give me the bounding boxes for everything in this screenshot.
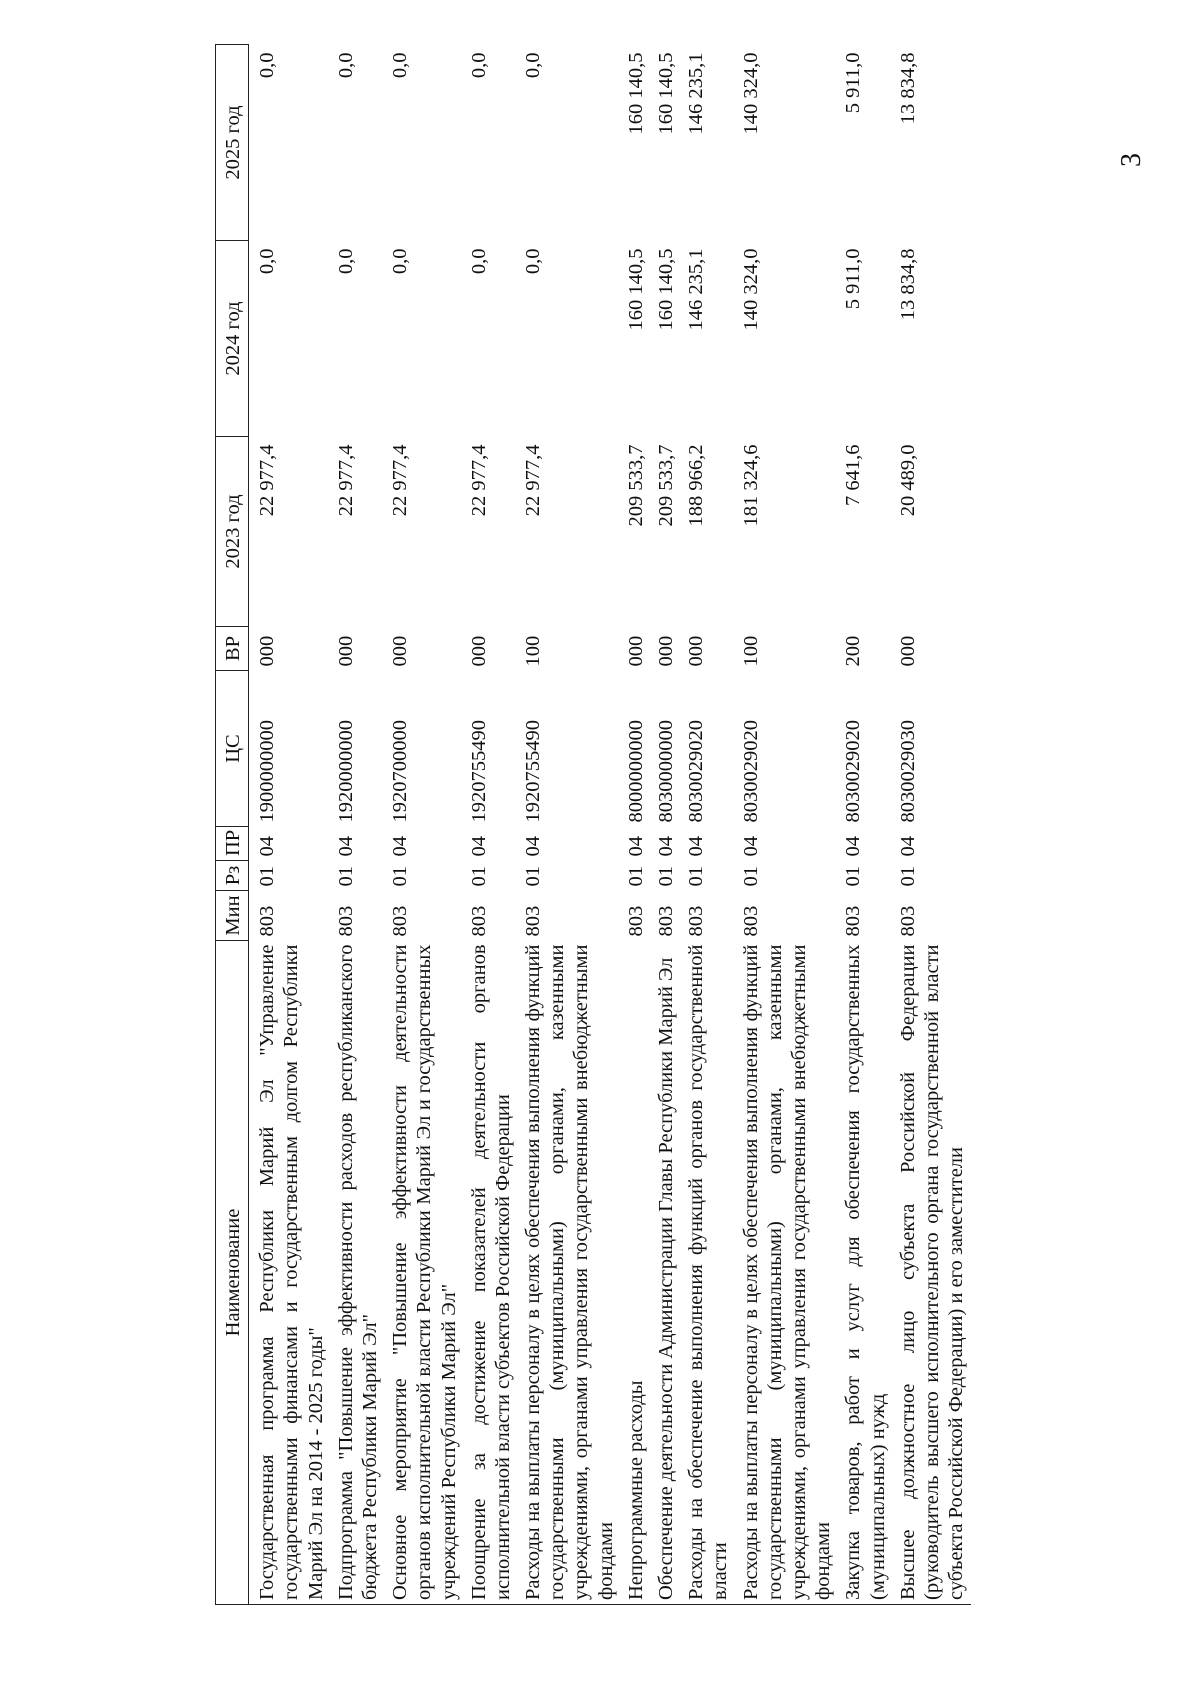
cell-2023: 20 489,0	[896, 444, 919, 517]
cell-min: 803	[896, 905, 919, 937]
cell-name: Государственная программа Республики Марий Эл "Управление государственными финансами и государственным долгом Республики Марий Эл на 2014 - 2025 годы"	[256, 944, 327, 1600]
cell-name: Поощрение за достижение показателей деятельности органов исполнительной власти субъектов Российской Федерации	[467, 944, 514, 1600]
cell-2023: 209 533,7	[624, 444, 647, 527]
cell-min: 803	[685, 905, 708, 937]
cell-2023: 7 641,6	[842, 444, 865, 506]
cell-rz: 01	[896, 866, 919, 887]
cell-2025: 0,0	[522, 52, 545, 79]
cell-pr: 04	[256, 836, 279, 857]
cell-2024: 13 834,8	[896, 248, 919, 321]
cell-pr: 04	[685, 836, 708, 857]
cell-cs: 1900000000	[256, 720, 279, 823]
cell-vr: 000	[624, 635, 647, 667]
cell-vr: 100	[739, 635, 762, 667]
cell-pr: 04	[896, 836, 919, 857]
page-number: 3	[1116, 153, 1147, 167]
cell-vr: 000	[389, 635, 412, 667]
cell-name: Расходы на выплаты персоналу в целях обеспечения выполнения функций государственными (муниципальными) органами, казенными учреждениями, органами управления государственными внебюджетными фондами	[739, 944, 835, 1600]
cell-vr: 200	[842, 635, 865, 667]
cell-vr: 100	[522, 635, 545, 667]
cell-2023: 22 977,4	[522, 444, 545, 517]
cell-min: 803	[655, 905, 677, 937]
header-2025: 2025 год	[216, 45, 249, 241]
cell-min: 803	[334, 905, 357, 937]
header-2024: 2024 год	[216, 241, 249, 437]
cell-rz: 01	[739, 866, 762, 887]
cell-rz: 01	[522, 866, 545, 887]
cell-name: Подпрограмма "Повышение эффективности расходов республиканского бюджета Республики Марий Эл"	[334, 944, 381, 1600]
cell-cs: 8030000000	[655, 720, 677, 823]
cell-rz: 01	[655, 866, 677, 887]
cell-name: Непрограммные расходы	[624, 1380, 647, 1600]
cell-pr: 04	[467, 836, 490, 857]
cell-2024: 0,0	[256, 248, 279, 275]
cell-2025: 0,0	[256, 52, 279, 79]
cell-2025: 146 235,1	[685, 52, 708, 135]
table-header-row	[216, 45, 249, 1605]
cell-2023: 209 533,7	[655, 444, 677, 527]
cell-min: 803	[522, 905, 545, 937]
cell-name: Расходы на выплаты персоналу в целях обеспечения выполнения функций государственными (муниципальными) органами, казенными учреждениями, органами управления государственными внебюджетными фондами	[522, 944, 617, 1600]
cell-2025: 140 324,0	[739, 52, 762, 135]
cell-min: 803	[389, 905, 412, 937]
cell-vr: 000	[685, 635, 708, 667]
cell-2024: 0,0	[389, 248, 412, 275]
cell-cs: 8030029030	[896, 720, 919, 823]
cell-cs: 8030029020	[685, 720, 708, 823]
cell-2023: 188 966,2	[685, 444, 708, 527]
cell-cs: 1920700000	[389, 720, 412, 823]
cell-2023: 22 977,4	[467, 444, 490, 517]
budget-table	[215, 44, 971, 1605]
cell-rz: 01	[624, 866, 647, 887]
header-2023: 2023 год	[216, 437, 249, 627]
table-row	[893, 45, 972, 1605]
header-rz: Рз	[216, 861, 249, 891]
cell-2023: 181 324,6	[739, 444, 762, 527]
cell-pr: 04	[334, 836, 357, 857]
cell-2025: 13 834,8	[896, 52, 919, 125]
cell-cs: 8030029020	[739, 720, 762, 823]
cell-2025: 160 140,5	[655, 52, 677, 135]
cell-2025: 0,0	[334, 52, 357, 79]
cell-2023: 22 977,4	[256, 444, 279, 517]
cell-name: Закупка товаров, работ и услуг для обеспечения государственных (муниципальных) нужд	[842, 944, 889, 1600]
cell-rz: 01	[389, 866, 412, 887]
cell-cs: 8000000000	[624, 720, 647, 823]
table-row	[249, 45, 331, 1605]
cell-2023: 22 977,4	[334, 444, 357, 517]
cell-vr: 000	[256, 635, 279, 667]
table-row	[385, 45, 464, 1605]
cell-vr: 000	[334, 635, 357, 667]
table-row	[838, 45, 892, 1605]
table-row	[331, 45, 385, 1605]
cell-2024: 0,0	[334, 248, 357, 275]
cell-pr: 04	[655, 836, 677, 857]
cell-name: Обеспечение деятельности Администрации Главы Республики Марий Эл	[655, 957, 677, 1600]
cell-2024: 146 235,1	[685, 248, 708, 331]
cell-vr: 000	[467, 635, 490, 667]
table-row	[681, 45, 735, 1605]
cell-2025: 160 140,5	[624, 52, 647, 135]
cell-2024: 140 324,0	[739, 248, 762, 331]
cell-pr: 04	[739, 836, 762, 857]
table-row	[518, 45, 621, 1605]
cell-vr: 000	[655, 635, 677, 667]
cell-rz: 01	[256, 866, 279, 887]
table-row	[621, 45, 651, 1605]
cell-pr: 04	[522, 836, 545, 857]
table-row	[736, 45, 839, 1605]
cell-rz: 01	[842, 866, 865, 887]
cell-2024: 160 140,5	[655, 248, 677, 331]
cell-2024: 0,0	[467, 248, 490, 275]
header-name: Наименование	[216, 941, 249, 1605]
cell-pr: 04	[842, 836, 865, 857]
header-pr: ПР	[216, 827, 249, 861]
cell-2024: 5 911,0	[842, 248, 865, 310]
budget-table-rotated	[215, 45, 1005, 1605]
cell-2025: 0,0	[467, 52, 490, 79]
cell-rz: 01	[685, 866, 708, 887]
cell-2024: 0,0	[522, 248, 545, 275]
table-row	[651, 45, 681, 1605]
header-vr: ВР	[216, 627, 249, 671]
cell-min: 803	[624, 905, 647, 937]
cell-min: 803	[842, 905, 865, 937]
cell-name: Основное мероприятие "Повышение эффективности деятельности органов исполнительной власти Республики Марий Эл и государственных учреждений Республики Марий Эл"	[389, 944, 460, 1600]
cell-vr: 000	[896, 635, 919, 667]
cell-pr: 04	[624, 836, 647, 857]
cell-min: 803	[467, 905, 490, 937]
header-min: Мин	[216, 891, 249, 941]
cell-cs: 1920000000	[334, 720, 357, 823]
cell-2024: 160 140,5	[624, 248, 647, 331]
header-cs: ЦС	[216, 671, 249, 827]
table-row	[464, 45, 518, 1605]
cell-2025: 5 911,0	[842, 52, 865, 114]
cell-name: Расходы на обеспечение выполнения функций органов государственной власти	[685, 944, 732, 1600]
cell-min: 803	[739, 905, 762, 937]
cell-cs: 1920755490	[522, 720, 545, 823]
cell-rz: 01	[467, 866, 490, 887]
cell-rz: 01	[334, 866, 357, 887]
cell-min: 803	[256, 905, 279, 937]
cell-2023: 22 977,4	[389, 444, 412, 517]
cell-name: Высшее должностное лицо субъекта Российской Федерации (руководитель высшего исполнительного органа государственной власти субъекта Российской Федерации) и его заместители	[896, 944, 968, 1600]
cell-cs: 8030029020	[842, 720, 865, 823]
cell-2025: 0,0	[389, 52, 412, 79]
cell-cs: 1920755490	[467, 720, 490, 823]
cell-pr: 04	[389, 836, 412, 857]
